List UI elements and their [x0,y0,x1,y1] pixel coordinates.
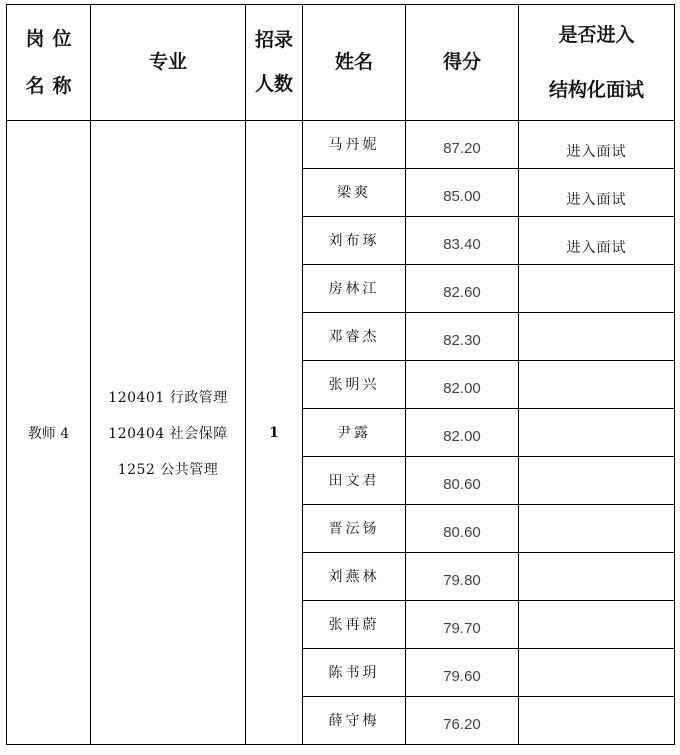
candidate-name: 薛守梅 [303,697,406,745]
candidate-score: 79.60 [406,649,519,697]
interview-status: 进入面试 [519,169,675,217]
major-cell [91,121,246,745]
candidate-score: 76.20 [406,697,519,745]
interview-status [519,601,675,649]
interview-status [519,505,675,553]
candidate-name: 尹露 [303,409,406,457]
interview-status [519,313,675,361]
candidate-name: 张明兴 [303,361,406,409]
candidate-score: 80.60 [406,505,519,553]
header-major: 专业 [91,5,246,121]
header-row [7,5,675,121]
candidate-score: 83.40 [406,217,519,265]
candidate-score: 80.60 [406,457,519,505]
candidate-score: 79.70 [406,601,519,649]
candidate-name: 田文君 [303,457,406,505]
count-cell: 1 [246,121,303,745]
interview-status [519,649,675,697]
interview-status [519,265,675,313]
header-position: 岗位 名称 [7,5,91,121]
candidate-score: 82.60 [406,265,519,313]
interview-status [519,409,675,457]
candidate-score: 82.00 [406,409,519,457]
interview-status: 进入面试 [519,121,675,169]
interview-status [519,457,675,505]
results-table [6,4,675,745]
interview-status [519,553,675,601]
candidate-name: 刘布琢 [303,217,406,265]
major-item: 120401 行政管理 [108,389,228,406]
candidate-score: 82.30 [406,313,519,361]
candidate-name: 邓睿杰 [303,313,406,361]
candidate-name: 张再蔚 [303,601,406,649]
candidate-score: 87.20 [406,121,519,169]
header-name: 姓名 [303,5,406,121]
candidate-name: 马丹妮 [303,121,406,169]
interview-status [519,361,675,409]
results-body [7,121,675,745]
header-score: 得分 [406,5,519,121]
candidate-name: 刘燕林 [303,553,406,601]
candidate-score: 85.00 [406,169,519,217]
candidate-name: 梁爽 [303,169,406,217]
candidate-score: 79.80 [406,553,519,601]
interview-status [519,697,675,745]
header-advance: 是否进入 结构化面试 [519,5,675,121]
candidate-score: 82.00 [406,361,519,409]
major-item: 120404 社会保障 [108,425,228,442]
candidate-name: 房林江 [303,265,406,313]
table-row [7,121,675,169]
header-count: 招录 人数 [246,5,303,121]
interview-status: 进入面试 [519,217,675,265]
major-item: 1252 公共管理 [117,461,219,478]
candidate-name: 晋沄钖 [303,505,406,553]
position-cell: 教师 4 [7,121,91,745]
candidate-name: 陈书玥 [303,649,406,697]
